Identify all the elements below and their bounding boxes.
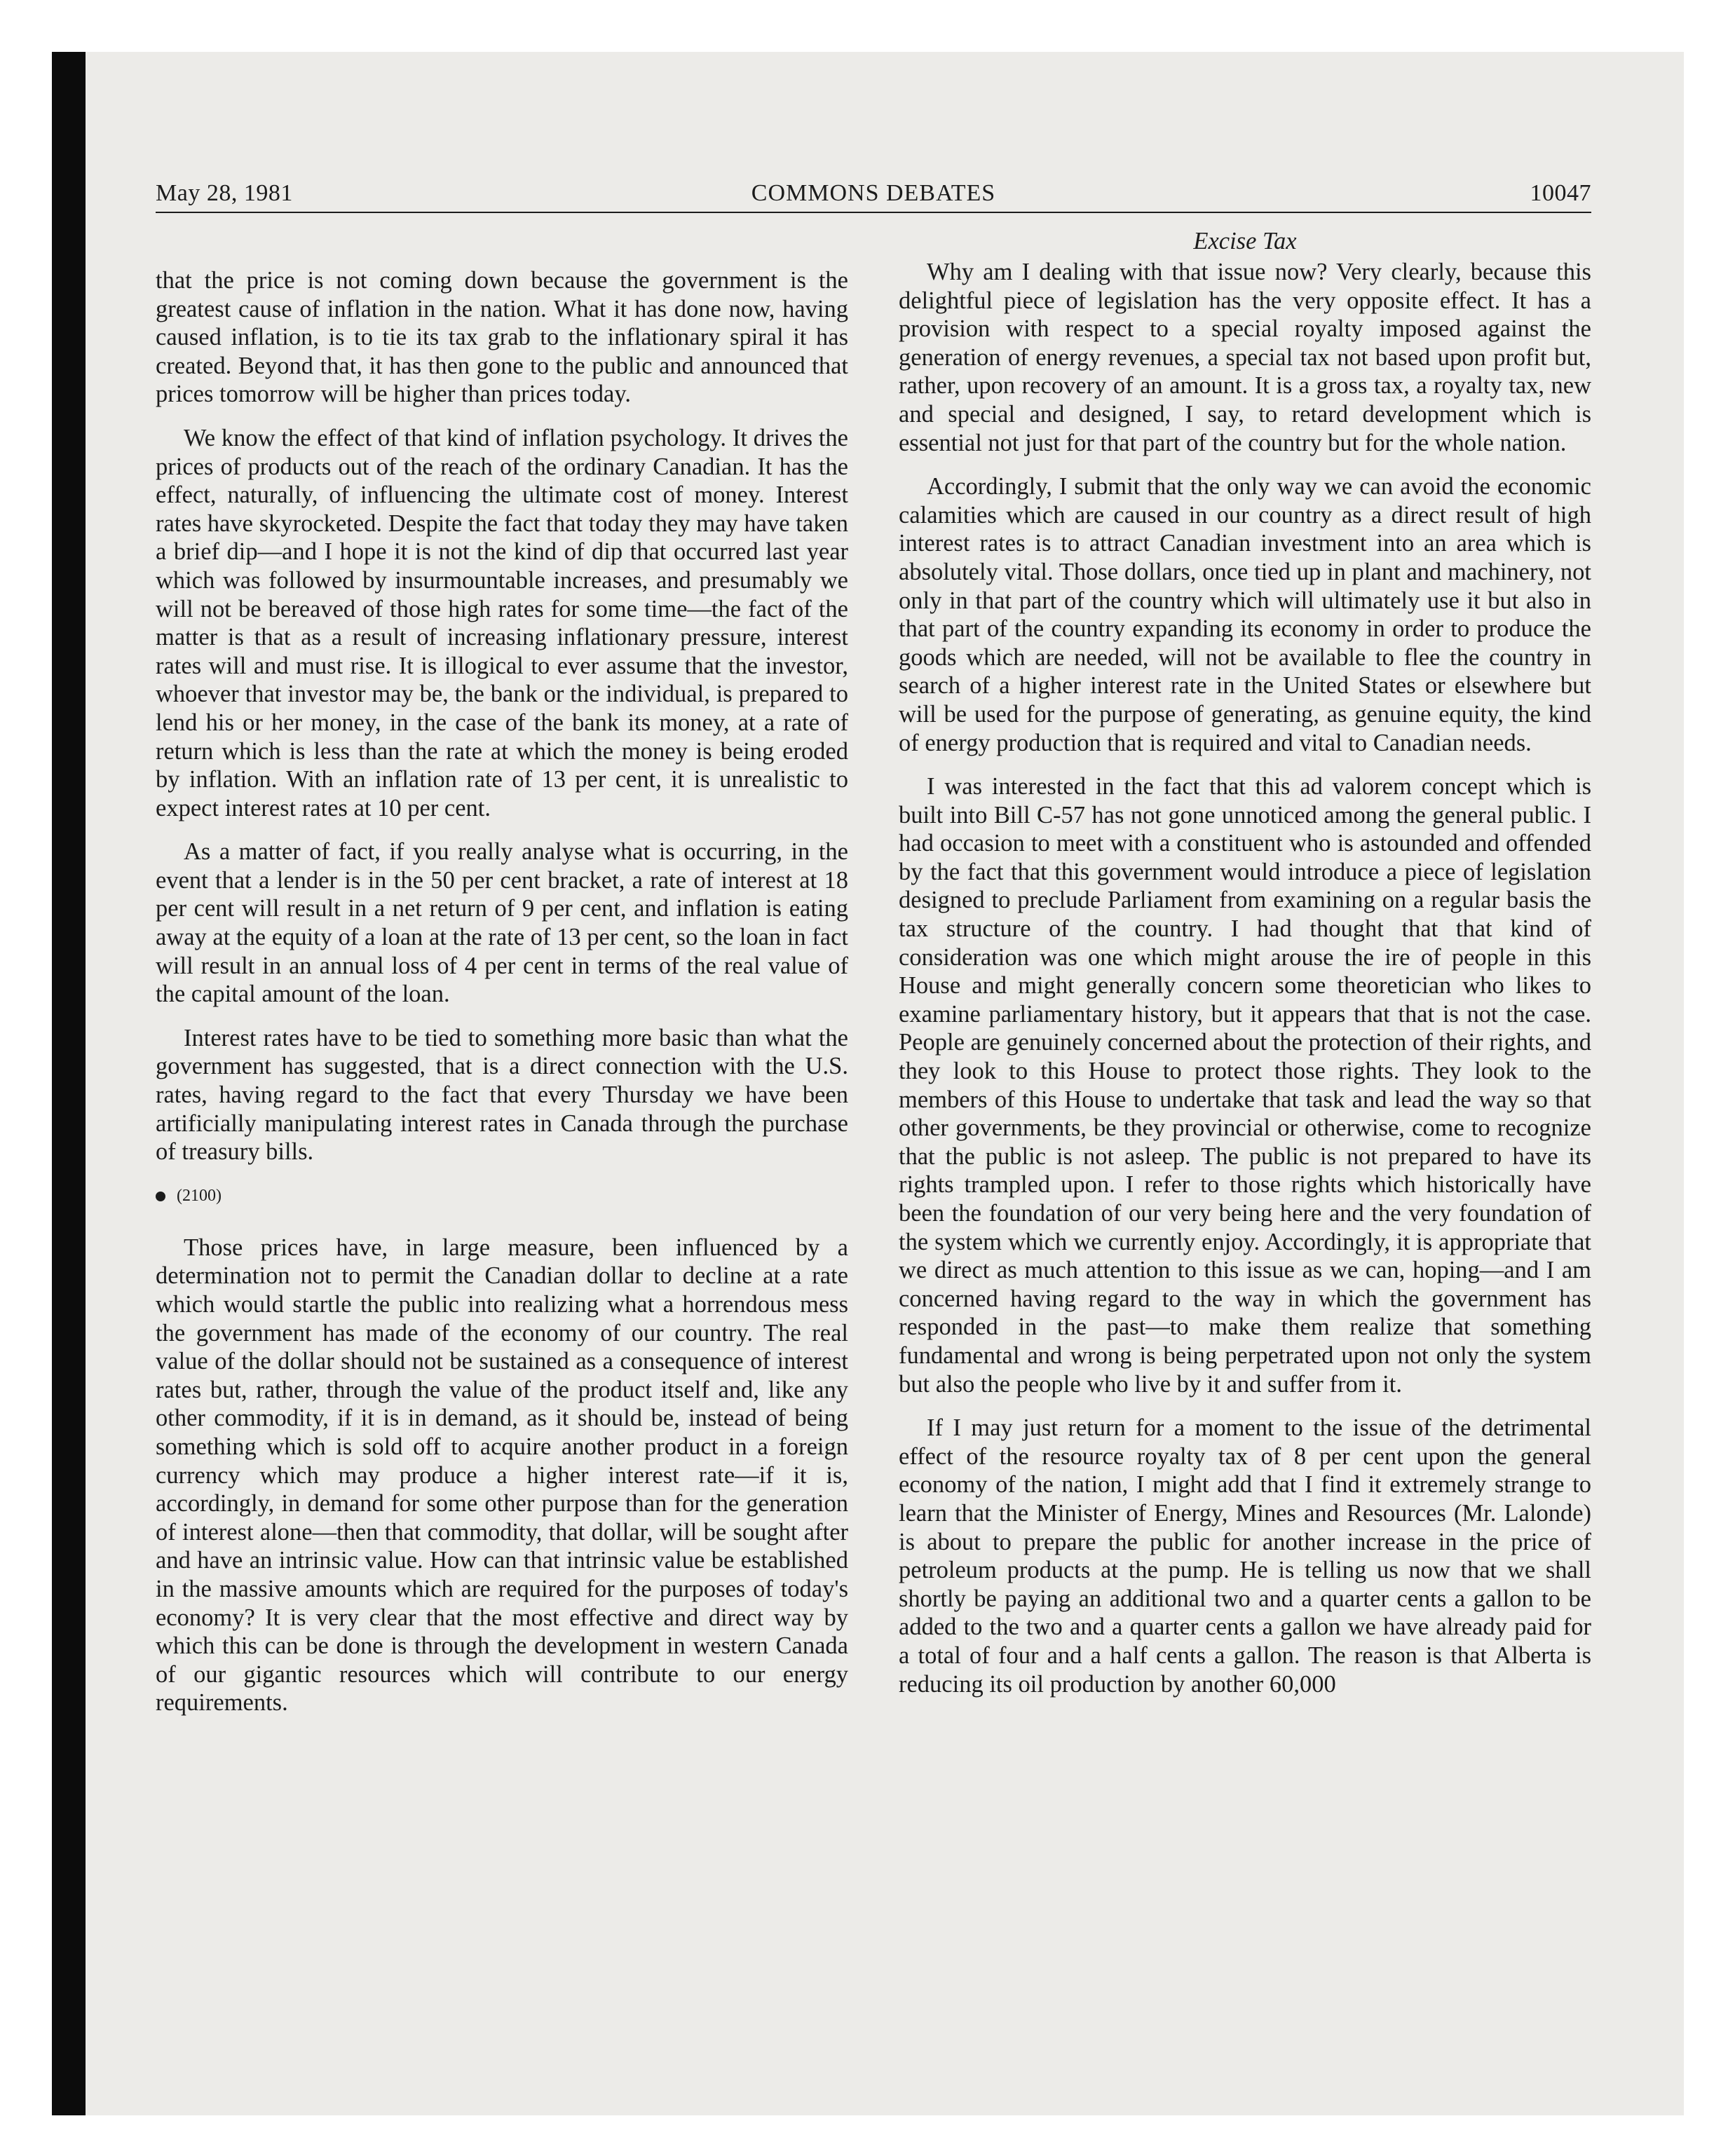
paragraph: If I may just return for a moment to the issue of the detrimental effect of the resource royalty tax of 8 per cent upon the general economy of the nation, I might add that I find it extremely strange to learn that the Minister of Energy, Mines and Resources (Mr. Lalonde) is about to prepare the public for another increase in the price of petroleum products at the pump. He is telling us now that we shall shortly be paying an additional two and a quarter cents a gallon to be added to the two and a quarter cents a gallon we have already paid for a total of four and a half cents a gallon. The reason is that Alberta is reducing its oil production by another 60,000 xyxy=(899,1414,1591,1698)
header-page-number: 10047 xyxy=(1530,180,1591,206)
document-page xyxy=(156,177,1591,2069)
paragraph: Why am I dealing with that issue now? Very clearly, because this delightful piece of legislation has the very opposite effect. It has a provision with respect to a special royalty imposed against the generation of energy revenues, a special tax not based upon profit but, rather, upon recovery of an amount. It is a gross tax, a royalty tax, new and special and designed, I say, to retard development which is essential not just for that part of the country but for the whole nation. xyxy=(899,259,1591,456)
bullet-icon xyxy=(156,1192,165,1201)
paragraph: Those prices have, in large measure, been influenced by a determination not to permit the Canadian dollar to decline at a rate which would startle the public into realizing what a horrendous mess the government has made of the economy of our country. The real value of the dollar should not be sustained as a consequence of interest rates but, rather, through the value of the product itself and, like any other commodity, if it is in demand, as it should be, instead of being something which is sold off to acquire another product in a foreign currency which may produce a higher interest rate—if it is, accordingly, in demand for some other purpose than for the generation of interest alone—then that commodity, that dollar, will be sought after and have an intrinsic value. How can that intrinsic value be established in the massive amounts which are required for the purposes of today's economy? It is very clear that the most effective and direct way by which this can be done is through the development in western Canada of our gigantic resources which will contribute to our energy requirements. xyxy=(156,1234,848,1717)
header-publication: COMMONS DEBATES xyxy=(751,180,996,206)
header-date: May 28, 1981 xyxy=(156,180,293,206)
binding-edge xyxy=(52,52,86,2115)
paragraph: Accordingly, I submit that the only way we can avoid the economic calamities which are caused in our country as a direct result of high interest rates is to attract Canadian investment into an area which is absolutely vital. Those dollars, once tied up in plant and machinery, not only in that part of the country which will ultimately use it but also in that part of the country expanding its economy in order to produce the goods which are needed, will not be available to flee the country in search of a higher interest rate in the United States or elsewhere but will be used for the purpose of generating, as genuine equity, the kind of energy production that is required and vital to Canadian needs. xyxy=(899,473,1591,756)
time-marker xyxy=(156,1182,848,1210)
paragraph: Interest rates have to be tied to something more basic than what the government has suggested, that is a direct connection with the U.S. rates, having regard to the fact that every Thursday we have been artificially manipulating interest rates in Canada through the purchase of treasury bills. xyxy=(156,1024,848,1166)
paragraph: As a matter of fact, if you really analyse what is occurring, in the event that a lender is in the 50 per cent bracket, a rate of interest at 18 per cent will result in a net return of 9 per cent, and inflation is eating away at the equity of a loan at the rate of 13 per cent, so the loan in fact will result in an annual loss of 4 per cent in terms of the real value of the capital amount of the loan. xyxy=(156,838,848,1008)
header-rule xyxy=(156,212,1591,213)
right-column xyxy=(899,227,1591,1714)
left-column xyxy=(156,266,848,1733)
paragraph: I was interested in the fact that this ad valorem concept which is built into Bill C-57 has not gone unnoticed among the general public. I had occasion to meet with a constituent who is astounded and offended by the fact that this government would introduce a piece of legislation designed to preclude Parliament from examining on a regular basis the tax structure of the country. I had thought that that kind of consideration was one which might arouse the ire of people in this House and might generally concern some theoretician who likes to examine parliamentary history, but it appears that that is not the case. People are genuinely concerned about the protection of their rights, and they look to this House to protect those rights. They look to the members of this House to undertake that task and lead the way so that other governments, be they provincial or otherwise, come to recognize that the public is not asleep. The public is not prepared to have its rights trampled upon. I refer to those rights which historically have been the foundation of our very being here and the very foundation of the system which we currently enjoy. Accordingly, it is appropriate that we direct as much attention to this issue as we can, hoping—and I am concerned having regard to the way in which the government has responded in the past—to make them realize that something fundamental and wrong is being perpetrated upon not only the system but also the people who live by it and suffer from it. xyxy=(899,773,1591,1398)
section-heading: Excise Tax xyxy=(1193,228,1297,254)
running-header xyxy=(156,177,1591,209)
paragraph: that the price is not coming down because the government is the greatest cause of inflation in the nation. What it has done now, having caused inflation, is to tie its tax grab to the inflationary spiral it has created. Beyond that, it has then gone to the public and announced that prices tomorrow will be higher than prices today. xyxy=(156,267,848,408)
time-marker-label: (2100) xyxy=(177,1186,222,1205)
paragraph: We know the effect of that kind of inflation psychology. It drives the prices of products out of the reach of the ordinary Canadian. It has the effect, naturally, of influencing the ultimate cost of money. Interest rates have skyrocketed. Despite the fact that today they may have taken a brief dip—and I hope it is not the kind of dip that occurred last year which was followed by insurmountable increases, and presumably we will not be bereaved of those high rates for some time—the fact of the matter is that as a result of increasing inflationary pressure, interest rates will and must rise. It is illogical to ever assume that the investor, whoever that investor may be, the bank or the individual, is prepared to lend his or her money, in the case of the bank its money, at a rate of return which is less than the rate at which the money is being eroded by inflation. With an inflation rate of 13 per cent, it is unrealistic to expect interest rates at 10 per cent. xyxy=(156,424,848,821)
